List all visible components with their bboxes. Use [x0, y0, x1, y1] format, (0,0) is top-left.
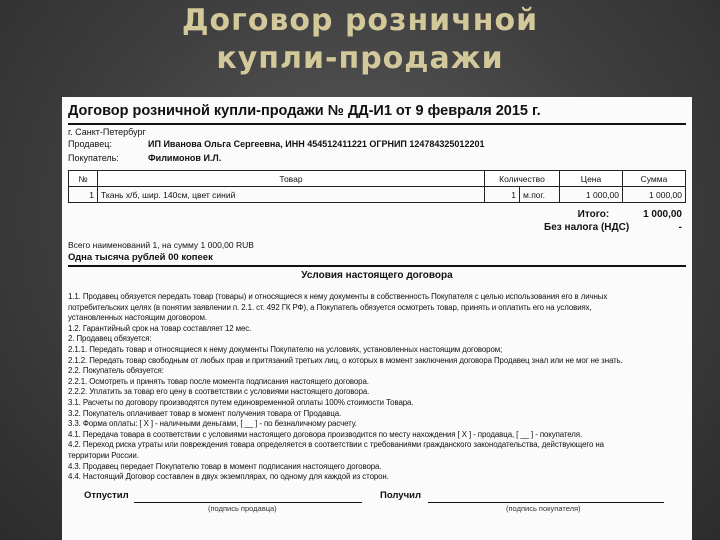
- condition-line: 1.1. Продавец обязуется передать товар (товары) и относящиеся к нему документы в собственность Покупателя с целью использования его в личных: [68, 292, 608, 301]
- document-title: Договор розничной купли-продажи № ДД-И1 от 9 февраля 2015 г.: [68, 103, 541, 119]
- title-rule: [68, 123, 686, 125]
- seller-value: ИП Иванова Ольга Сергеевна, ИНН 454512411221 ОГРНИП 124784325012201: [148, 139, 485, 149]
- slide-title-line1: Договор розничной: [181, 3, 539, 38]
- seller-sign-note: (подпись продавца): [208, 504, 277, 513]
- row-qty: 1: [485, 187, 520, 203]
- condition-line: 2.2. Покупатель обязуется:: [68, 366, 164, 376]
- condition-line: 4.2. Переход риска утраты или повреждения товара определяется в соответствии с требованиями гражданского законодательства, действующего на: [68, 440, 604, 450]
- condition-line: установленных настоящим договором.: [68, 313, 207, 323]
- col-num: №: [69, 171, 98, 187]
- buyer-sign-line: [428, 502, 664, 503]
- received-label: Получил: [380, 490, 421, 501]
- col-qty: Количество: [485, 171, 560, 187]
- total-label: Итого:: [577, 209, 610, 220]
- col-price: Цена: [560, 171, 623, 187]
- seller-label: Продавец:: [68, 139, 112, 149]
- vat-value: -: [678, 222, 682, 233]
- document-page: [62, 97, 692, 540]
- goods-table: [68, 170, 686, 203]
- city: г. Санкт-Петербург: [68, 127, 146, 137]
- condition-line: потребительских целях (в понятии заявлении п. 2.1. ст. 492 ГК РФ), а Покупатель обязуется осмотреть товар, принять и оплатить его на условиях,: [68, 302, 592, 312]
- slide-title: [0, 2, 720, 78]
- row-num: 1: [69, 187, 98, 203]
- condition-line: 4.4. Настоящий Договор составлен в двух экземплярах, по одному для каждой из сторон.: [68, 472, 389, 482]
- row-unit: м.пог.: [520, 187, 560, 203]
- col-sum: Сумма: [623, 171, 686, 187]
- table-row: [69, 187, 686, 203]
- condition-line: 2.1.1. Передать товар и относящиеся к нему документы Покупателю на условиях, установленных настоящим договором;: [68, 345, 503, 354]
- buyer-label: Покупатель:: [68, 153, 119, 163]
- condition-line: 4.1. Передача товара в соответствии с условиями настоящего договора производится по месту нахождения [ X ] - продавца, [ __ ] - покупателя.: [68, 429, 583, 439]
- goods-table-header: [69, 171, 686, 187]
- conditions-title: Условия настоящего договора: [301, 270, 453, 281]
- condition-line: 2. Продавец обязуется:: [68, 334, 152, 344]
- summary-rule: [68, 265, 686, 267]
- vat-line: [544, 222, 682, 233]
- condition-line: 3.2. Покупатель оплачивает товар в момент получения товара от Продавца.: [68, 408, 342, 418]
- condition-line: 2.2.2. Уплатить за товар его цену в соответствии с условиями настоящего договора.: [68, 387, 370, 397]
- condition-line: 4.3. Продавец передает Покупателю товар в момент подписания настоящего договора.: [68, 461, 382, 471]
- slide-title-line2: купли-продажи: [216, 41, 504, 76]
- row-price: 1 000,00: [560, 187, 623, 203]
- buyer-sign-note: (подпись покупателя): [506, 504, 581, 513]
- row-goods: Ткань х/б, шир. 140см, цвет синий: [98, 187, 485, 203]
- condition-line: 3.3. Форма оплаты: [ X ] - наличными деньгами, [ __ ] - по безналичному расчету.: [68, 419, 357, 429]
- buyer-value: Филимонов И.Л.: [148, 153, 222, 163]
- summary-line: Всего наименований 1, на сумму 1 000,00 RUB: [68, 240, 254, 250]
- released-label: Отпустил: [84, 490, 129, 501]
- total-line: [578, 209, 682, 220]
- condition-line: 2.1.2. Передать товар свободным от любых прав и притязаний третьих лиц, о которых в момент заключения договора Продавец знал или не мог не знать.: [68, 355, 623, 365]
- condition-line: территории России.: [68, 451, 139, 460]
- col-goods: Товар: [98, 171, 485, 187]
- condition-line: 1.2. Гарантийный срок на товар составляет 12 мес.: [68, 323, 252, 333]
- total-value: 1 000,00: [643, 209, 682, 220]
- amount-words: Одна тысяча рублей 00 копеек: [68, 252, 213, 263]
- row-sum: 1 000,00: [623, 187, 686, 203]
- seller-sign-line: [134, 502, 362, 503]
- condition-line: 2.2.1. Осмотреть и принять товар после момента подписания настоящего договора.: [68, 376, 369, 386]
- vat-label: Без налога (НДС): [544, 222, 630, 233]
- condition-line: 3.1. Расчеты по договору производятся путем единовременной оплаты 100% стоимости Товара.: [68, 398, 414, 407]
